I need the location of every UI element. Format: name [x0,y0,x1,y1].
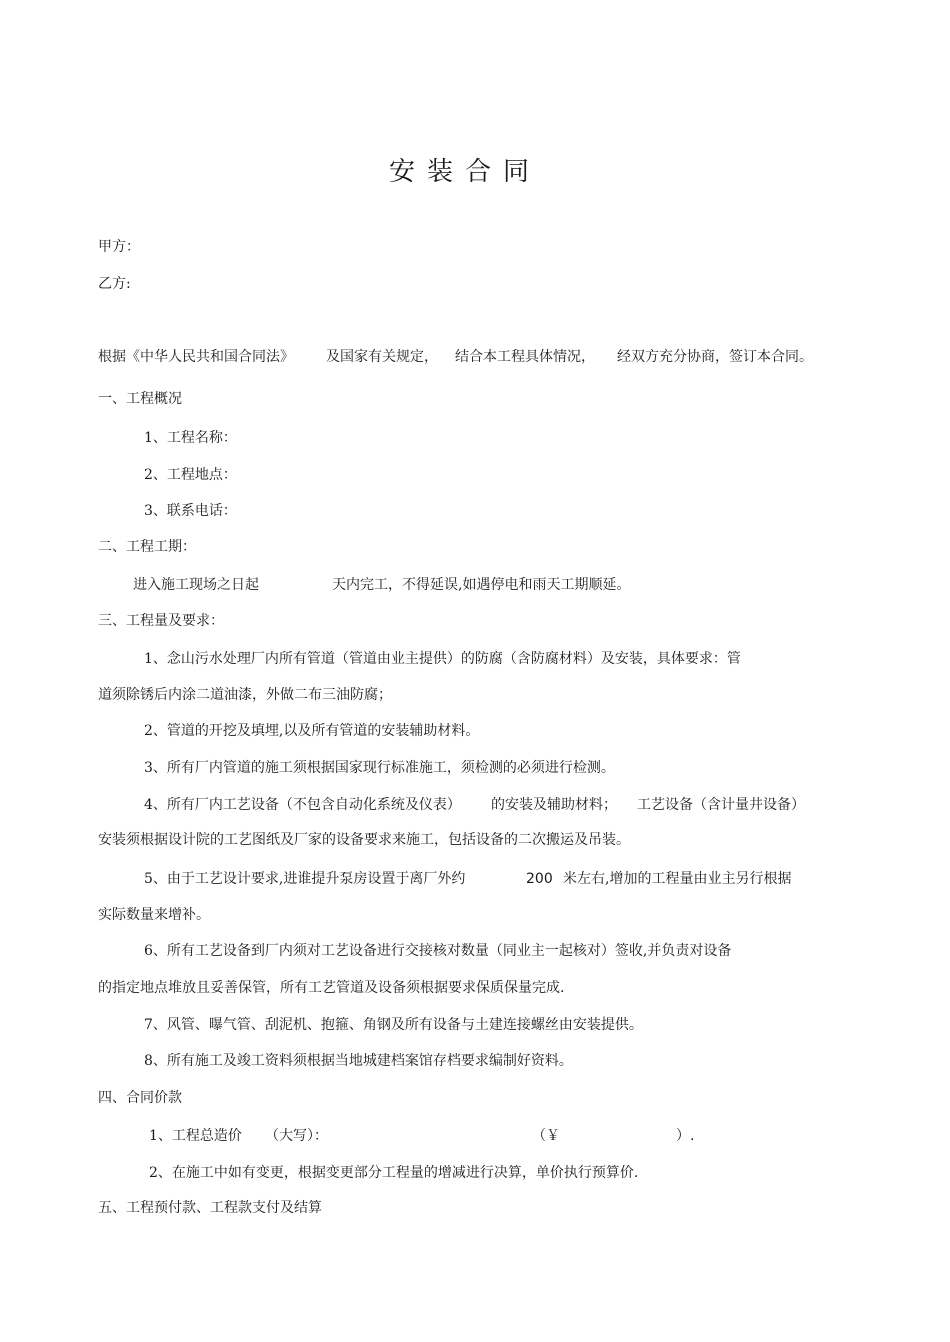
price-change-clause: 2、在施工中如有变更，根据变更部分工程量的增减进行决算，单价执行预算价. [149,1165,639,1181]
schedule-line-end: 天内完工，不得延误,如遇停电和雨天工期顺延。 [332,577,631,593]
intro-part-4: 经双方充分协商，签订本合同。 [617,349,813,365]
section-3-heading: 三、工程量及要求： [98,613,224,629]
requirement-5-distance: 200 [526,871,553,887]
section-1-heading: 一、工程概况 [98,391,182,407]
requirement-5-line-2: 实际数量来增补。 [98,907,210,923]
section-4-heading: 四、合同价款 [98,1090,182,1106]
requirement-7: 7、风管、曝气管、刮泥机、抱箍、角钢及所有设备与土建连接螺丝由安装提供。 [144,1017,643,1033]
requirement-1-line-1: 1、念山污水处理厂内所有管道（管道由业主提供）的防腐（含防腐材料）及安装，具体要求：管 [144,651,741,667]
intro-part-3: 结合本工程具体情况， [455,349,595,365]
requirement-2: 2、管道的开挖及填埋,以及所有管道的安装辅助材料。 [144,723,480,739]
requirement-4-line-2: 安装须根据设计院的工艺图纸及厂家的设备要求来施工，包括设备的二次搬运及吊装。 [98,832,630,848]
intro-part-2: 及国家有关规定， [326,349,438,365]
section-5-heading: 五、工程预付款、工程款支付及结算 [98,1200,322,1216]
section-2-heading: 二、工程工期： [98,539,196,555]
requirement-6-line-1: 6、所有工艺设备到厂内须对工艺设备进行交接核对数量（同业主一起核对）签收,并负责对设备 [144,943,732,959]
requirement-5-part-1: 5、由于工艺设计要求,进谁提升泵房设置于离厂外约 [144,871,466,887]
total-price-amount-close: ）. [676,1128,695,1144]
requirement-6-line-2: 的指定地点堆放且妥善保管，所有工艺管道及设备须根据要求保质保量完成. [98,980,565,996]
requirement-4-part-1: 4、所有厂内工艺设备（不包含自动化系统及仪表） [144,797,461,813]
party-b-label: 乙方: [98,276,131,292]
schedule-line-start: 进入施工现场之日起 [133,577,259,593]
contract-title: 安装合同 [388,157,541,187]
project-location-label: 2、工程地点： [144,467,237,483]
requirement-4-part-2: 的安装及辅助材料； [491,797,617,813]
total-price-amount-open: （￥ [532,1128,560,1144]
project-name-label: 1、工程名称： [144,430,237,446]
intro-part-1: 根据《中华人民共和国合同法》 [98,349,294,365]
requirement-4-part-3: 工艺设备（含计量井设备） [637,797,805,813]
requirement-5-part-2: 米左右,增加的工程量由业主另行根据 [563,871,792,887]
requirement-8: 8、所有施工及竣工资料须根据当地城建档案馆存档要求编制好资料。 [144,1053,573,1069]
party-a-label: 甲方： [98,239,140,255]
requirement-3: 3、所有厂内管道的施工须根据国家现行标准施工，须检测的必须进行检测。 [144,760,615,776]
total-price-label: 1、工程总造价 [149,1128,242,1144]
total-price-words-label: （大写）： [265,1128,328,1144]
contact-phone-label: 3、联系电话： [144,503,237,519]
requirement-1-line-2: 道须除锈后内涂二道油漆，外做二布三油防腐； [98,687,392,703]
